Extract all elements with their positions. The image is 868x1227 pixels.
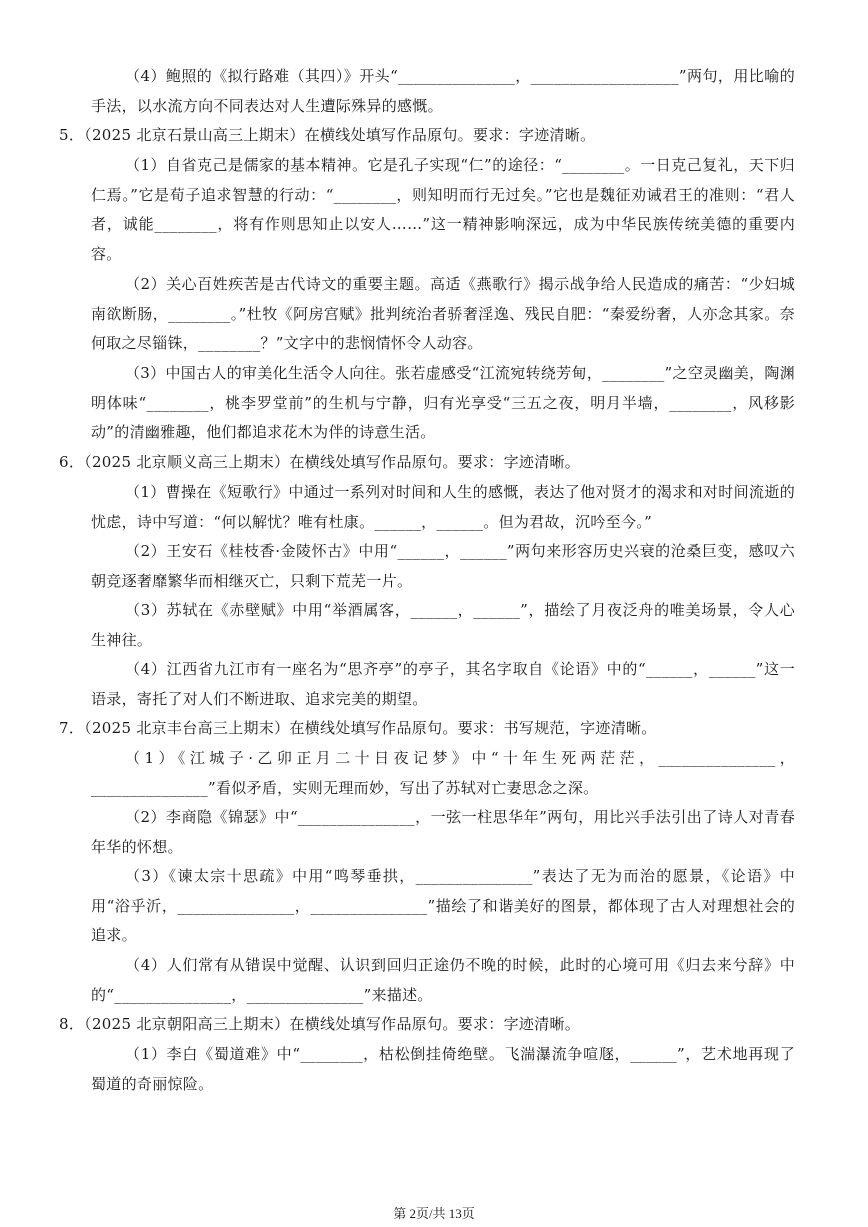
question-6-1: （1）曹操在《短歌行》中通过一系列对时间和人生的感慨，表达了他对贤才的渴求和对时间流逝的忧虑，诗中写道：“何以解忧？唯有杜康。______，______。但为君故，沉吟至今。” <box>91 483 795 531</box>
question-5-3: （3）中国古人的审美化生活令人向往。张若虚感受“江流宛转绕芳甸，________”之空灵幽美，陶渊明体味“________，桃李罗堂前”的生机与宁静，归有光享受“三五之夜，明月半墙，________，风移影动”的清幽雅趣，他们都追求花木为伴的诗意生活。 <box>91 364 795 441</box>
question-5-heading: 5．（2025 北京石景山高三上期末）在横线处填写作品原句。要求：字迹清晰。 <box>59 126 596 144</box>
question-8-1: （1）李白《蜀道难》中“________，枯松倒挂倚绝壁。飞湍瀑流争喧豗，______”，艺术地再现了蜀道的奇丽惊险。 <box>91 1045 795 1093</box>
question-6-3: （3）苏轼在《赤壁赋》中用“举酒属客，______，______”，描绘了月夜泛舟的唯美场景，令人心生神往。 <box>91 601 795 649</box>
question-8-heading: 8．（2025 北京朝阳高三上期末）在横线处填写作品原句。要求：字迹清晰。 <box>59 1015 581 1033</box>
question-7-1: （1）《江城子·乙卯正月二十日夜记梦》中“十年生死两茫茫，_______________，_______________”看似矛盾，实则无理而妙，写出了苏轼对亡妻思念之深。 <box>91 749 795 797</box>
question-4-4: （4）鲍照的《拟行路难（其四）》开头“_______________，___________________”两句，用比喻的手法，以水流方向不同表达对人生遭际殊异的感慨。 <box>91 67 795 115</box>
question-5-2: （2）关心百姓疾苦是古代诗文的重要主题。高适《燕歌行》揭示战争给人民造成的痛苦：“少妇城南欲断肠，________。”杜牧《阿房宫赋》批判统治者骄奢淫逸、残民自肥：“秦爱纷奢，人亦念其家。奈何取之尽锱铢，________？”文字中的悲悯情怀令人动容。 <box>91 275 795 352</box>
question-7-heading: 7．（2025 北京丰台高三上期末）在横线处填写作品原句。要求：书写规范，字迹清晰。 <box>59 719 657 737</box>
question-6-4: （4）江西省九江市有一座名为“思齐亭”的亭子，其名字取自《论语》中的“______，______”这一语录，寄托了对人们不断进取、追求完美的期望。 <box>91 660 795 708</box>
question-6-2: （2）王安石《桂枝香·金陵怀古》中用“______，______”两句来形容历史兴衰的沧桑巨变，感叹六朝竞逐奢靡繁华而相继灭亡，只剩下荒芜一片。 <box>91 542 795 590</box>
question-6-heading: 6．（2025 北京顺义高三上期末）在横线处填写作品原句。要求：字迹清晰。 <box>59 453 581 471</box>
question-7-3: （3）《谏太宗十思疏》中用“鸣琴垂拱，_______________”表达了无为而治的愿景，《论语》中用“浴乎沂，_______________，_______________”描绘了和谐美好的图景，都体现了古人对理想社会的追求。 <box>91 867 795 944</box>
page-footer: 第 2页/共 13页 <box>393 1206 475 1221</box>
question-7-2: （2）李商隐《锦瑟》中“_______________，一弦一柱思华年”两句，用比兴手法引出了诗人对青春年华的怀想。 <box>91 808 795 856</box>
question-5-1: （1）自省克己是儒家的基本精神。它是孔子实现“仁”的途径：“________。一日克己复礼，天下归仁焉。”它是荀子追求智慧的行动：“________，则知明而行无过矣。”它也是魏征劝诫君王的准则：“君人者，诚能________，将有作则思知止以安人……”这一精神影响深远，成为中华民族传统美德的重要内容。 <box>91 156 795 263</box>
question-7-4: （4）人们常有从错误中觉醒、认识到回归正途仍不晚的时候，此时的心境可用《归去来兮辞》中的“_______________，_______________”来描述。 <box>91 956 795 1004</box>
